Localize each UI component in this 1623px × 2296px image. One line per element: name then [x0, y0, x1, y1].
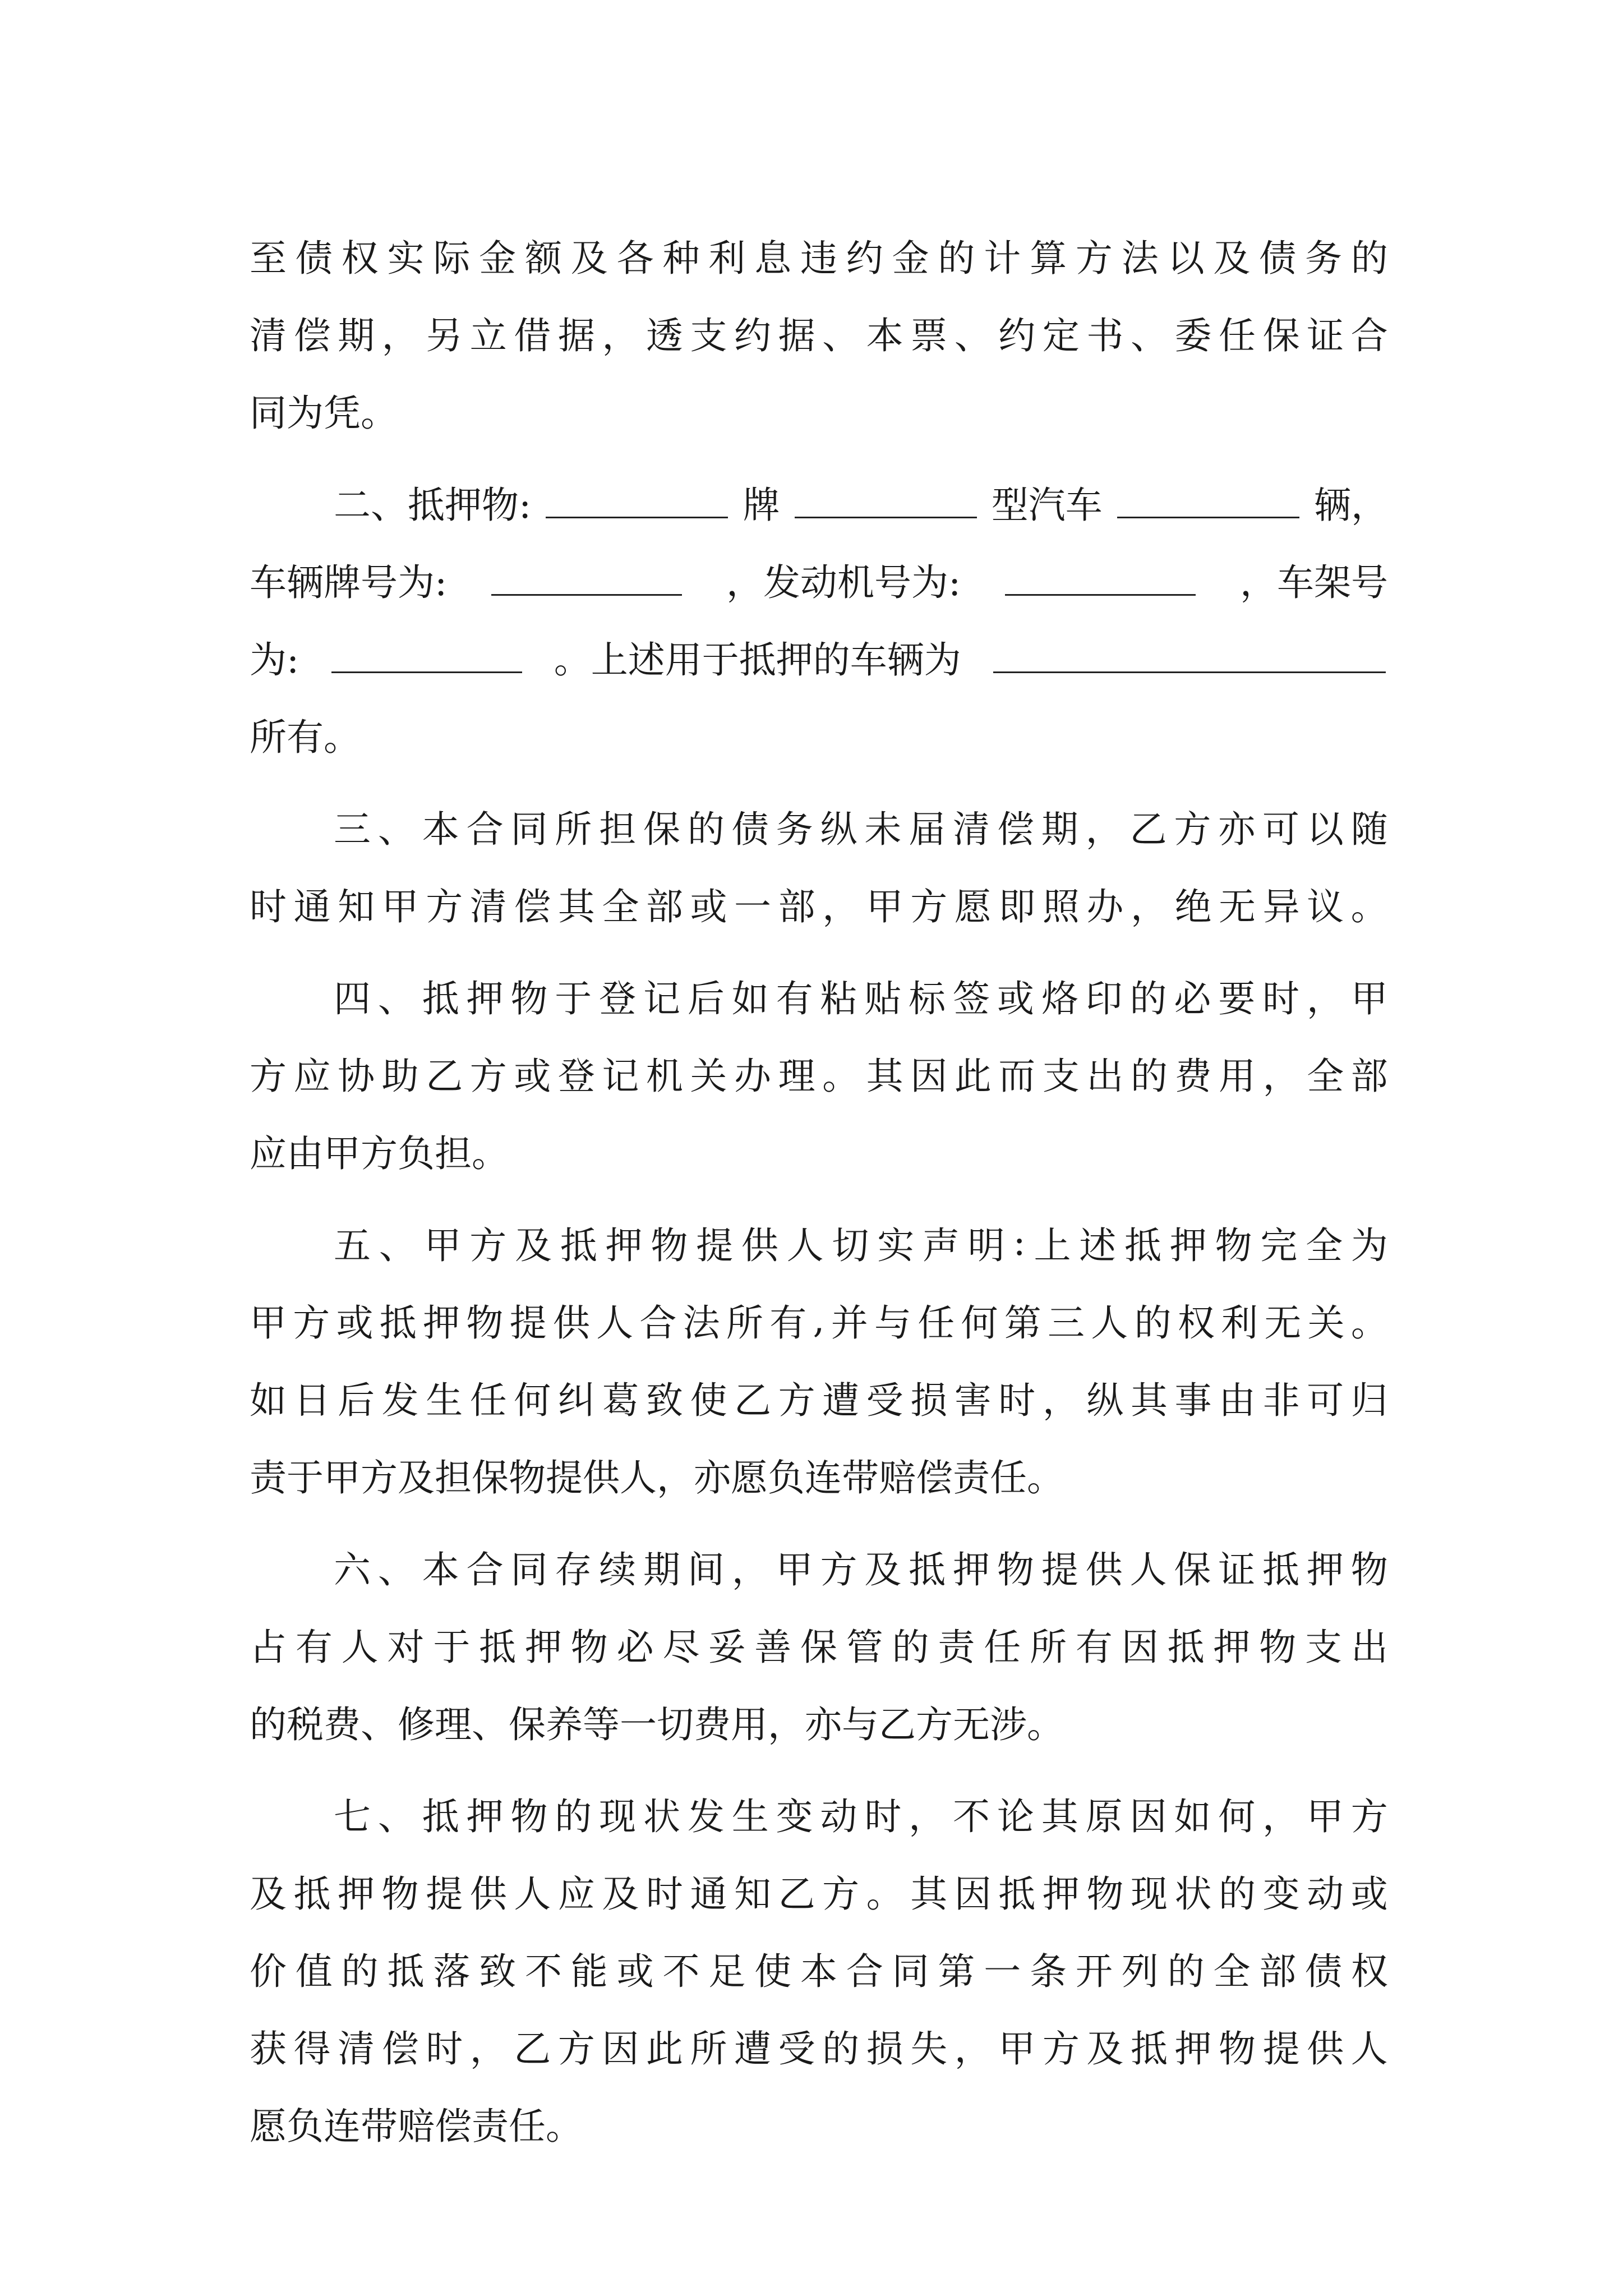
text-line: 五 、 甲 方 及 抵 押 物 提 供 人 切 实 声 明 : 上 述 抵 押 物 完 全 为: [334, 1220, 1388, 1267]
text-line: 的税费、修理、保养等一切费用，亦与乙方无涉。: [250, 1703, 1064, 1746]
plate-blank: [491, 563, 682, 596]
text-line: 三 、 本 合 同 所 担 保 的 债 务 纵 未 届 清 偿 期 ， 乙 方 亦 可 以 随: [334, 807, 1388, 851]
plate-label: 车辆牌号为:: [250, 560, 448, 604]
text-line: 愿负连带赔偿责任。: [250, 2104, 583, 2148]
frame-label: ，车架号: [1240, 560, 1388, 604]
text-line: 至 债 权 实 际 金 额 及 各 种 利 息 违 约 金 的 计 算 方 法 以 及 债 务 的: [250, 236, 1388, 280]
text-line: 应由甲方负担。: [250, 1131, 509, 1175]
text-line: 六 、 本 合 同 存 续 期 间 ， 甲 方 及 抵 押 物 提 供 人 保 证 抵 押 物: [334, 1548, 1388, 1591]
text-line: 如 日 后 发 生 任 何 纠 葛 致 使 乙 方 遭 受 损 害 时 ， 纵 其 事 由 非 可 归: [250, 1378, 1388, 1422]
quantity-blank: [1117, 485, 1299, 518]
owner-blank: [993, 640, 1386, 673]
brand-suffix: 牌: [743, 483, 780, 527]
model-blank: [795, 485, 977, 518]
text-line: 四 、 抵 押 物 于 登 记 后 如 有 粘 贴 标 签 或 烙 印 的 必 要 时 ， 甲: [334, 977, 1388, 1020]
clause-2-line-3: [250, 618, 1388, 695]
engine-blank: [1005, 563, 1196, 596]
frame-blank: [331, 640, 522, 673]
owner-label: 。上述用于抵押的车辆为: [554, 638, 961, 682]
text-line: 占 有 人 对 于 抵 押 物 必 尽 妥 善 保 管 的 责 任 所 有 因 抵 押 物 支 出: [250, 1625, 1388, 1669]
text-line: 甲 方 或 抵 押 物 提 供 人 合 法 所 有 , 并 与 任 何 第 三 人 的 权 利 无 关 。: [250, 1297, 1388, 1345]
frame-label-cont: 为:: [250, 638, 299, 682]
text-line: 清 偿 期 ， 另 立 借 据 ， 透 支 约 据 、 本 票 、 约 定 书 、 委 任 保 证 合: [250, 314, 1388, 357]
clause-2-line-2: [250, 540, 1388, 618]
contract-page: [250, 216, 1388, 2161]
text-line: 所有。: [250, 715, 361, 759]
clause-2-label: 二、抵押物:: [334, 483, 532, 527]
text-line: 价 值 的 抵 落 致 不 能 或 不 足 使 本 合 同 第 一 条 开 列 的 全 部 债 权: [250, 1949, 1388, 1993]
text-line: 责于甲方及担保物提供人，亦愿负连带赔偿责任。: [250, 1456, 1064, 1499]
text-line: 时 通 知 甲 方 清 偿 其 全 部 或 一 部 ， 甲 方 愿 即 照 办 ， 绝 无 异 议 。: [250, 885, 1388, 928]
clause-2-line-1: [250, 463, 1388, 540]
model-suffix: 型汽车: [991, 483, 1103, 527]
text-line: 方 应 协 助 乙 方 或 登 记 机 关 办 理 。 其 因 此 而 支 出 的 费 用 ， 全 部: [250, 1054, 1388, 1098]
text-line: 及 抵 押 物 提 供 人 应 及 时 通 知 乙 方 。 其 因 抵 押 物 现 状 的 变 动 或: [250, 1872, 1388, 1916]
text-line: 七 、 抵 押 物 的 现 状 发 生 变 动 时 ， 不 论 其 原 因 如 何 ， 甲 方: [334, 1795, 1388, 1838]
text-line: 同为凭。: [250, 391, 398, 435]
brand-blank: [546, 485, 728, 518]
quantity-suffix: 辆，: [1314, 483, 1388, 527]
text-line: 获 得 清 偿 时 ， 乙 方 因 此 所 遭 受 的 损 失 ， 甲 方 及 抵 押 物 提 供 人: [250, 2027, 1388, 2070]
engine-label: ，发动机号为:: [726, 560, 961, 604]
